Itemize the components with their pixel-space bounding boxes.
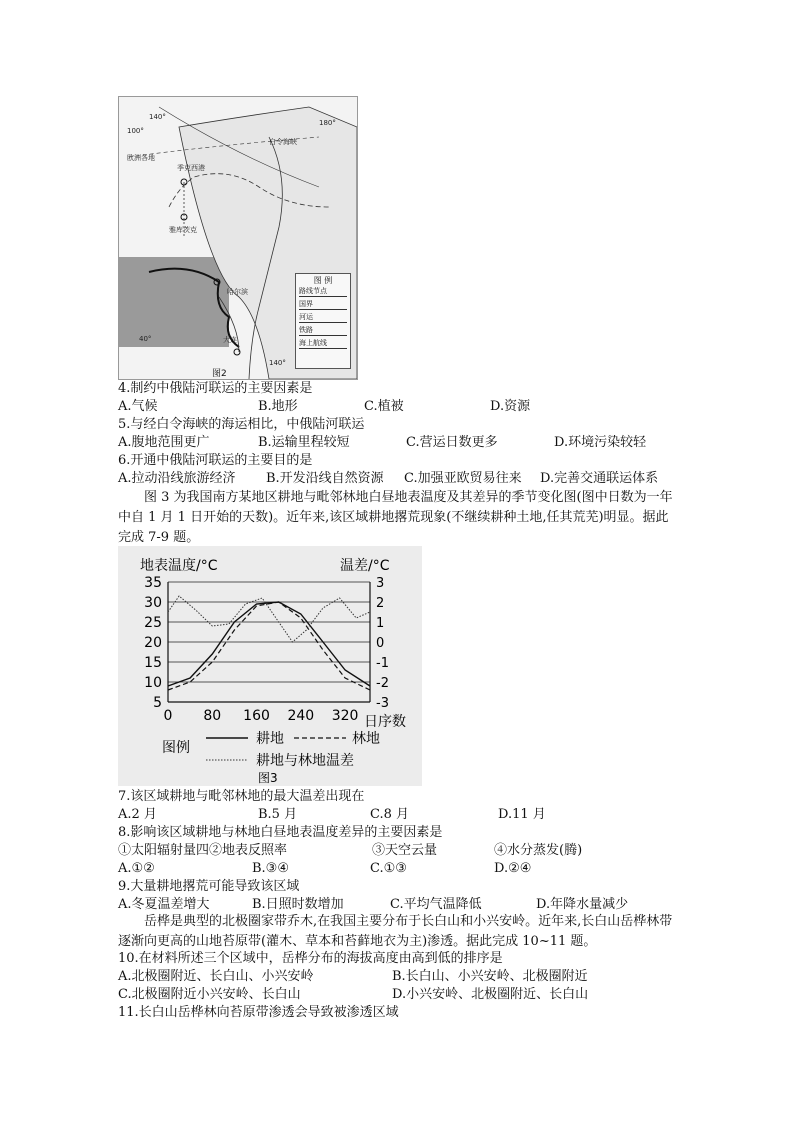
x-axis-title: 日序数 — [364, 714, 406, 730]
legend-title: 图例 — [162, 740, 190, 756]
legend-item-railway: 铁路 — [299, 325, 347, 336]
x-tick: 0 — [163, 708, 173, 724]
legend-label-cropland: 耕地 — [256, 731, 284, 747]
bering-label: 白令海峡 — [269, 138, 297, 146]
y-tick-right: -3 — [376, 696, 389, 711]
q6-option-c: C.加强亚欧贸易往来 — [404, 471, 522, 486]
q9-option-b: B.日照时数增加 — [252, 897, 344, 912]
lon-140-bottom-label: 140° — [269, 359, 286, 367]
y-tick-right: 0 — [376, 636, 385, 651]
q8-option-a: A.①② — [118, 861, 155, 876]
q7-stem: 7.该区域耕地与毗邻林地的最大温差出现在 — [118, 789, 365, 804]
y-axis-left-title: 地表温度/°C — [140, 558, 218, 574]
q4-option-c: C.植被 — [364, 399, 404, 414]
q7-option-a: A.2 月 — [118, 807, 157, 822]
q4-option-b: B.地形 — [258, 399, 298, 414]
q9-option-a: A.冬夏温差增大 — [118, 897, 210, 912]
legend-item-river: 河运 — [299, 312, 347, 323]
y-tick-left: 20 — [144, 635, 162, 651]
y-tick-left: 30 — [144, 595, 162, 611]
lon-100-label: 100° — [127, 127, 144, 135]
chart-svg — [118, 546, 422, 786]
q8-factor-1-2: ①太阳辐射量四②地表反照率 — [118, 843, 288, 858]
legend-label-diff: 耕地与林地温差 — [256, 753, 354, 769]
map-legend — [295, 273, 351, 369]
port-label: 季克西港 — [177, 164, 205, 172]
lat-40-label: 40° — [139, 335, 152, 343]
series-line-1 — [168, 602, 370, 686]
y-tick-left: 35 — [144, 575, 162, 591]
legend-title: 图 例 — [313, 276, 333, 285]
y-axis-right-title: 温差/°C — [340, 558, 390, 574]
q6-option-d: D.完善交通联运体系 — [540, 471, 659, 486]
intro-10-11: 岳桦是典型的北极圈家带乔木,在我国主要分布于长白山和小兴安岭。近年来,长白山岳桦林带逐渐向更高的山地苔原带(灌木、草本和苔藓地衣为主)渗透。据此完成 10~11 题。 — [118, 914, 673, 949]
q8-option-b: B.③④ — [252, 861, 289, 876]
y-tick-left: 5 — [153, 695, 162, 711]
q10-option-d: D.小兴安岭、北极圈附近、长白山 — [392, 987, 589, 1002]
q4-option-a: A.气候 — [118, 399, 158, 414]
q7-option-d: D.11 月 — [498, 807, 546, 822]
y-tick-right: 1 — [376, 616, 385, 631]
q6-stem: 6.开通中俄陆河联运的主要目的是 — [118, 453, 313, 468]
y-tick-right: -2 — [376, 676, 389, 691]
legend-item-sea-route: 海上航线 — [299, 338, 347, 349]
intro-7-9: 图 3 为我国南方某地区耕地与毗邻林地白昼地表温度及其差异的季节变化图(图中日数为一年中自 1 月 1 日开始的天数)。近年来,该区域耕地撂荒现象(不继续耕种土地,任其荒芜)明显。据此完成 7-9 题。 — [118, 490, 673, 545]
map-shaded-region — [119, 257, 229, 347]
q6-option-a: A.拉动沿线旅游经济 — [118, 471, 236, 486]
legend-item-node: 路线节点 — [299, 286, 347, 297]
x-tick: 80 — [203, 708, 222, 724]
q4-option-d: D.资源 — [490, 399, 531, 414]
q5-option-b: B.运输里程较短 — [258, 435, 350, 450]
y-tick-left: 25 — [144, 615, 162, 631]
q5-option-a: A.腹地范围更广 — [118, 435, 210, 450]
q9-option-d: D.年降水量减少 — [536, 897, 629, 912]
figure-3-caption: 图3 — [258, 771, 278, 785]
q8-factor-3: ③天空云量 — [372, 843, 438, 858]
y-tick-left: 10 — [144, 675, 162, 691]
figure-2-caption: 图2 — [212, 369, 227, 379]
y-tick-right: -1 — [376, 656, 389, 671]
yakutsk-label: 雅库茨克 — [169, 226, 197, 234]
q11-stem: 11.长白山岳桦林向苔原带渗透会导致被渗透区域 — [118, 1005, 399, 1020]
q5-option-c: C.营运日数更多 — [406, 435, 498, 450]
q9-stem: 9.大量耕地撂荒可能导致该区域 — [118, 879, 300, 894]
lon-140-top-label: 140° — [149, 113, 166, 121]
q8-stem: 8.影响该区域耕地与林地白昼地表温度差异的主要因素是 — [118, 825, 443, 840]
y-tick-left: 15 — [144, 655, 162, 671]
x-tick: 240 — [287, 708, 315, 724]
legend-item-border: 国界 — [299, 299, 347, 310]
q7-option-c: C.8 月 — [370, 807, 410, 822]
figure-2-map — [118, 96, 358, 380]
q10-option-c: C.北极圈附近小兴安岭、长白山 — [118, 987, 301, 1002]
dalian-label: 大连 — [223, 336, 237, 344]
series-line-2 — [168, 602, 370, 690]
figure-3-chart — [118, 546, 422, 786]
q9-option-c: C.平均气温降低 — [390, 897, 482, 912]
q10-stem: 10.在材料所述三个区域中，岳桦分布的海拔高度由高到低的排序是 — [118, 951, 503, 966]
q5-stem: 5.与经白令海峡的海运相比，中俄陆河联运 — [118, 417, 365, 432]
q10-option-b: B.长白山、小兴安岭、北极圈附近 — [392, 969, 588, 984]
q5-option-d: D.环境污染较轻 — [554, 435, 647, 450]
legend-label-forest: 林地 — [352, 731, 380, 747]
harbin-label: 哈尔滨 — [227, 288, 248, 296]
x-tick: 320 — [331, 708, 359, 724]
q6-option-b: B.开发沿线自然资源 — [266, 471, 384, 486]
q7-option-b: B.5 月 — [258, 807, 298, 822]
europe-label: 欧洲各地 — [127, 154, 155, 162]
y-tick-right: 2 — [376, 596, 385, 611]
x-tick: 160 — [243, 708, 270, 724]
q10-option-a: A.北极圈附近、长白山、小兴安岭 — [118, 969, 314, 984]
q4-stem: 4.制约中俄陆河联运的主要因素是 — [118, 381, 313, 396]
q8-option-d: D.②④ — [494, 861, 532, 876]
y-tick-right: 3 — [376, 576, 385, 591]
q8-factor-4: ④水分蒸发(腾) — [494, 843, 583, 858]
lon-180-label: 180° — [319, 119, 336, 127]
q8-option-c: C.①③ — [370, 861, 407, 876]
